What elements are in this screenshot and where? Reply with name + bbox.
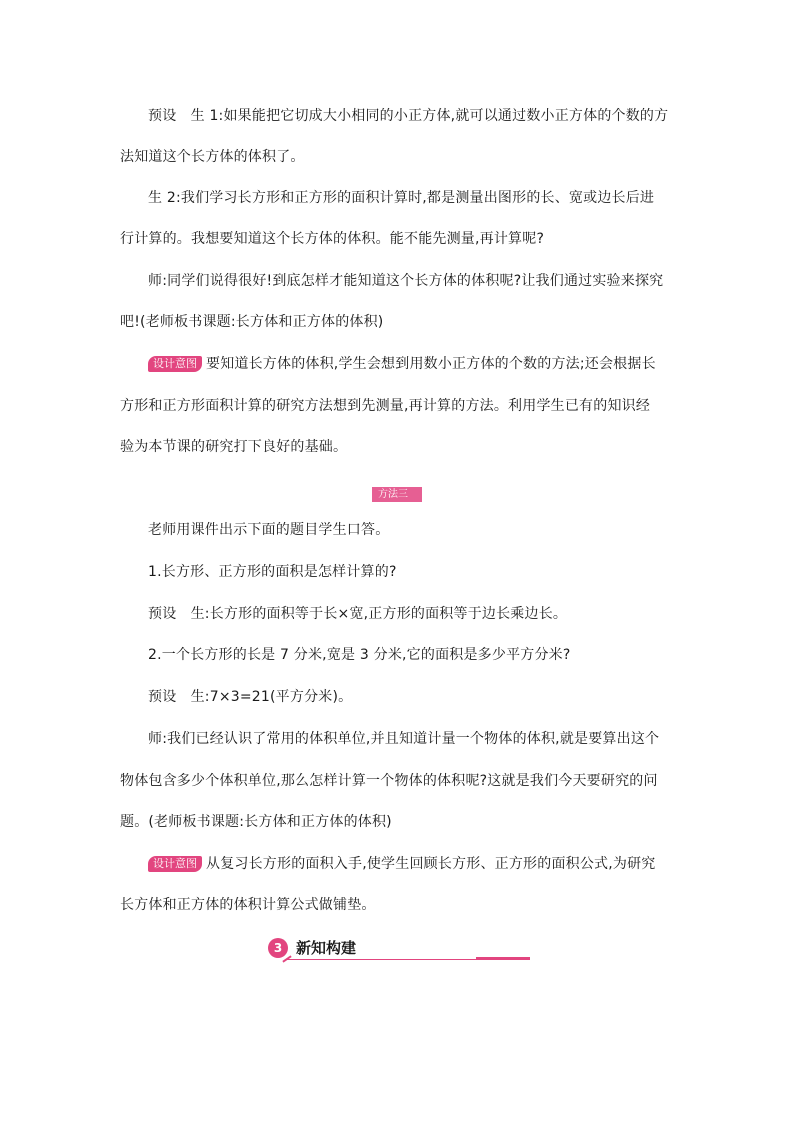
paragraph-line: 长方体和正方体的体积计算公式做铺垫。 (120, 897, 376, 913)
paragraph-line: 法知道这个长方体的体积了。 (120, 149, 305, 165)
question-line: 1.长方形、正方形的面积是怎样计算的? (148, 564, 397, 580)
section-underline-accent (476, 957, 530, 960)
paragraph-line: 老师用课件出示下面的题目学生口答。 (148, 522, 390, 538)
paragraph-line: 题。(老师板书课题:长方体和正方体的体积) (120, 814, 392, 830)
section-number-badge: 3 (268, 938, 288, 958)
arrow-icon (372, 487, 380, 501)
paragraph-line: 预设 生 1:如果能把它切成大小相同的小正方体,就可以通过数小正方体的个数的方 (148, 108, 669, 124)
design-intent-badge: 设计意图 (148, 356, 202, 372)
answer-line: 预设 生:7×3=21(平方分米)。 (148, 689, 353, 705)
section-heading (268, 937, 532, 961)
paragraph-line: 方形和正方形面积计算的研究方法想到先测量,再计算的方法。利用学生已有的知识经 (120, 398, 651, 414)
question-line: 2.一个长方形的长是 7 分米,宽是 3 分米,它的面积是多少平方分米? (148, 647, 571, 663)
paragraph-line: 师:同学们说得很好!到底怎样才能知道这个长方体的体积呢?让我们通过实验来探究 (148, 273, 664, 289)
paragraph-line: 物体包含多少个体积单位,那么怎样计算一个物体的体积呢?这就是我们今天要研究的问 (120, 773, 658, 789)
method-label-text: 方法三 (372, 487, 422, 502)
design-intent-text: 要知道长方体的体积,学生会想到用数小正方体的个数的方法;还会根据长 (206, 356, 656, 372)
design-intent-line (148, 354, 708, 374)
design-intent-text: 从复习长方形的面积入手,使学生回顾长方形、正方形的面积公式,为研究 (206, 856, 656, 872)
section-title: 新知构建 (296, 939, 357, 957)
paragraph-line: 验为本节课的研究打下良好的基础。 (120, 439, 348, 455)
paragraph-line: 师:我们已经认识了常用的体积单位,并且知道计量一个物体的体积,就是要算出这个 (148, 731, 660, 747)
design-intent-badge: 设计意图 (148, 856, 202, 872)
paragraph-line: 行计算的。我想要知道这个长方体的体积。能不能先测量,再计算呢? (120, 231, 545, 247)
paragraph-line: 吧!(老师板书课题:长方体和正方体的体积) (120, 314, 384, 330)
paragraph-line: 生 2:我们学习长方形和正方形的面积计算时,都是测量出图形的长、宽或边长后进 (148, 190, 655, 206)
answer-line: 预设 生:长方形的面积等于长×宽,正方形的面积等于边长乘边长。 (148, 606, 568, 622)
design-intent-line (148, 854, 708, 874)
